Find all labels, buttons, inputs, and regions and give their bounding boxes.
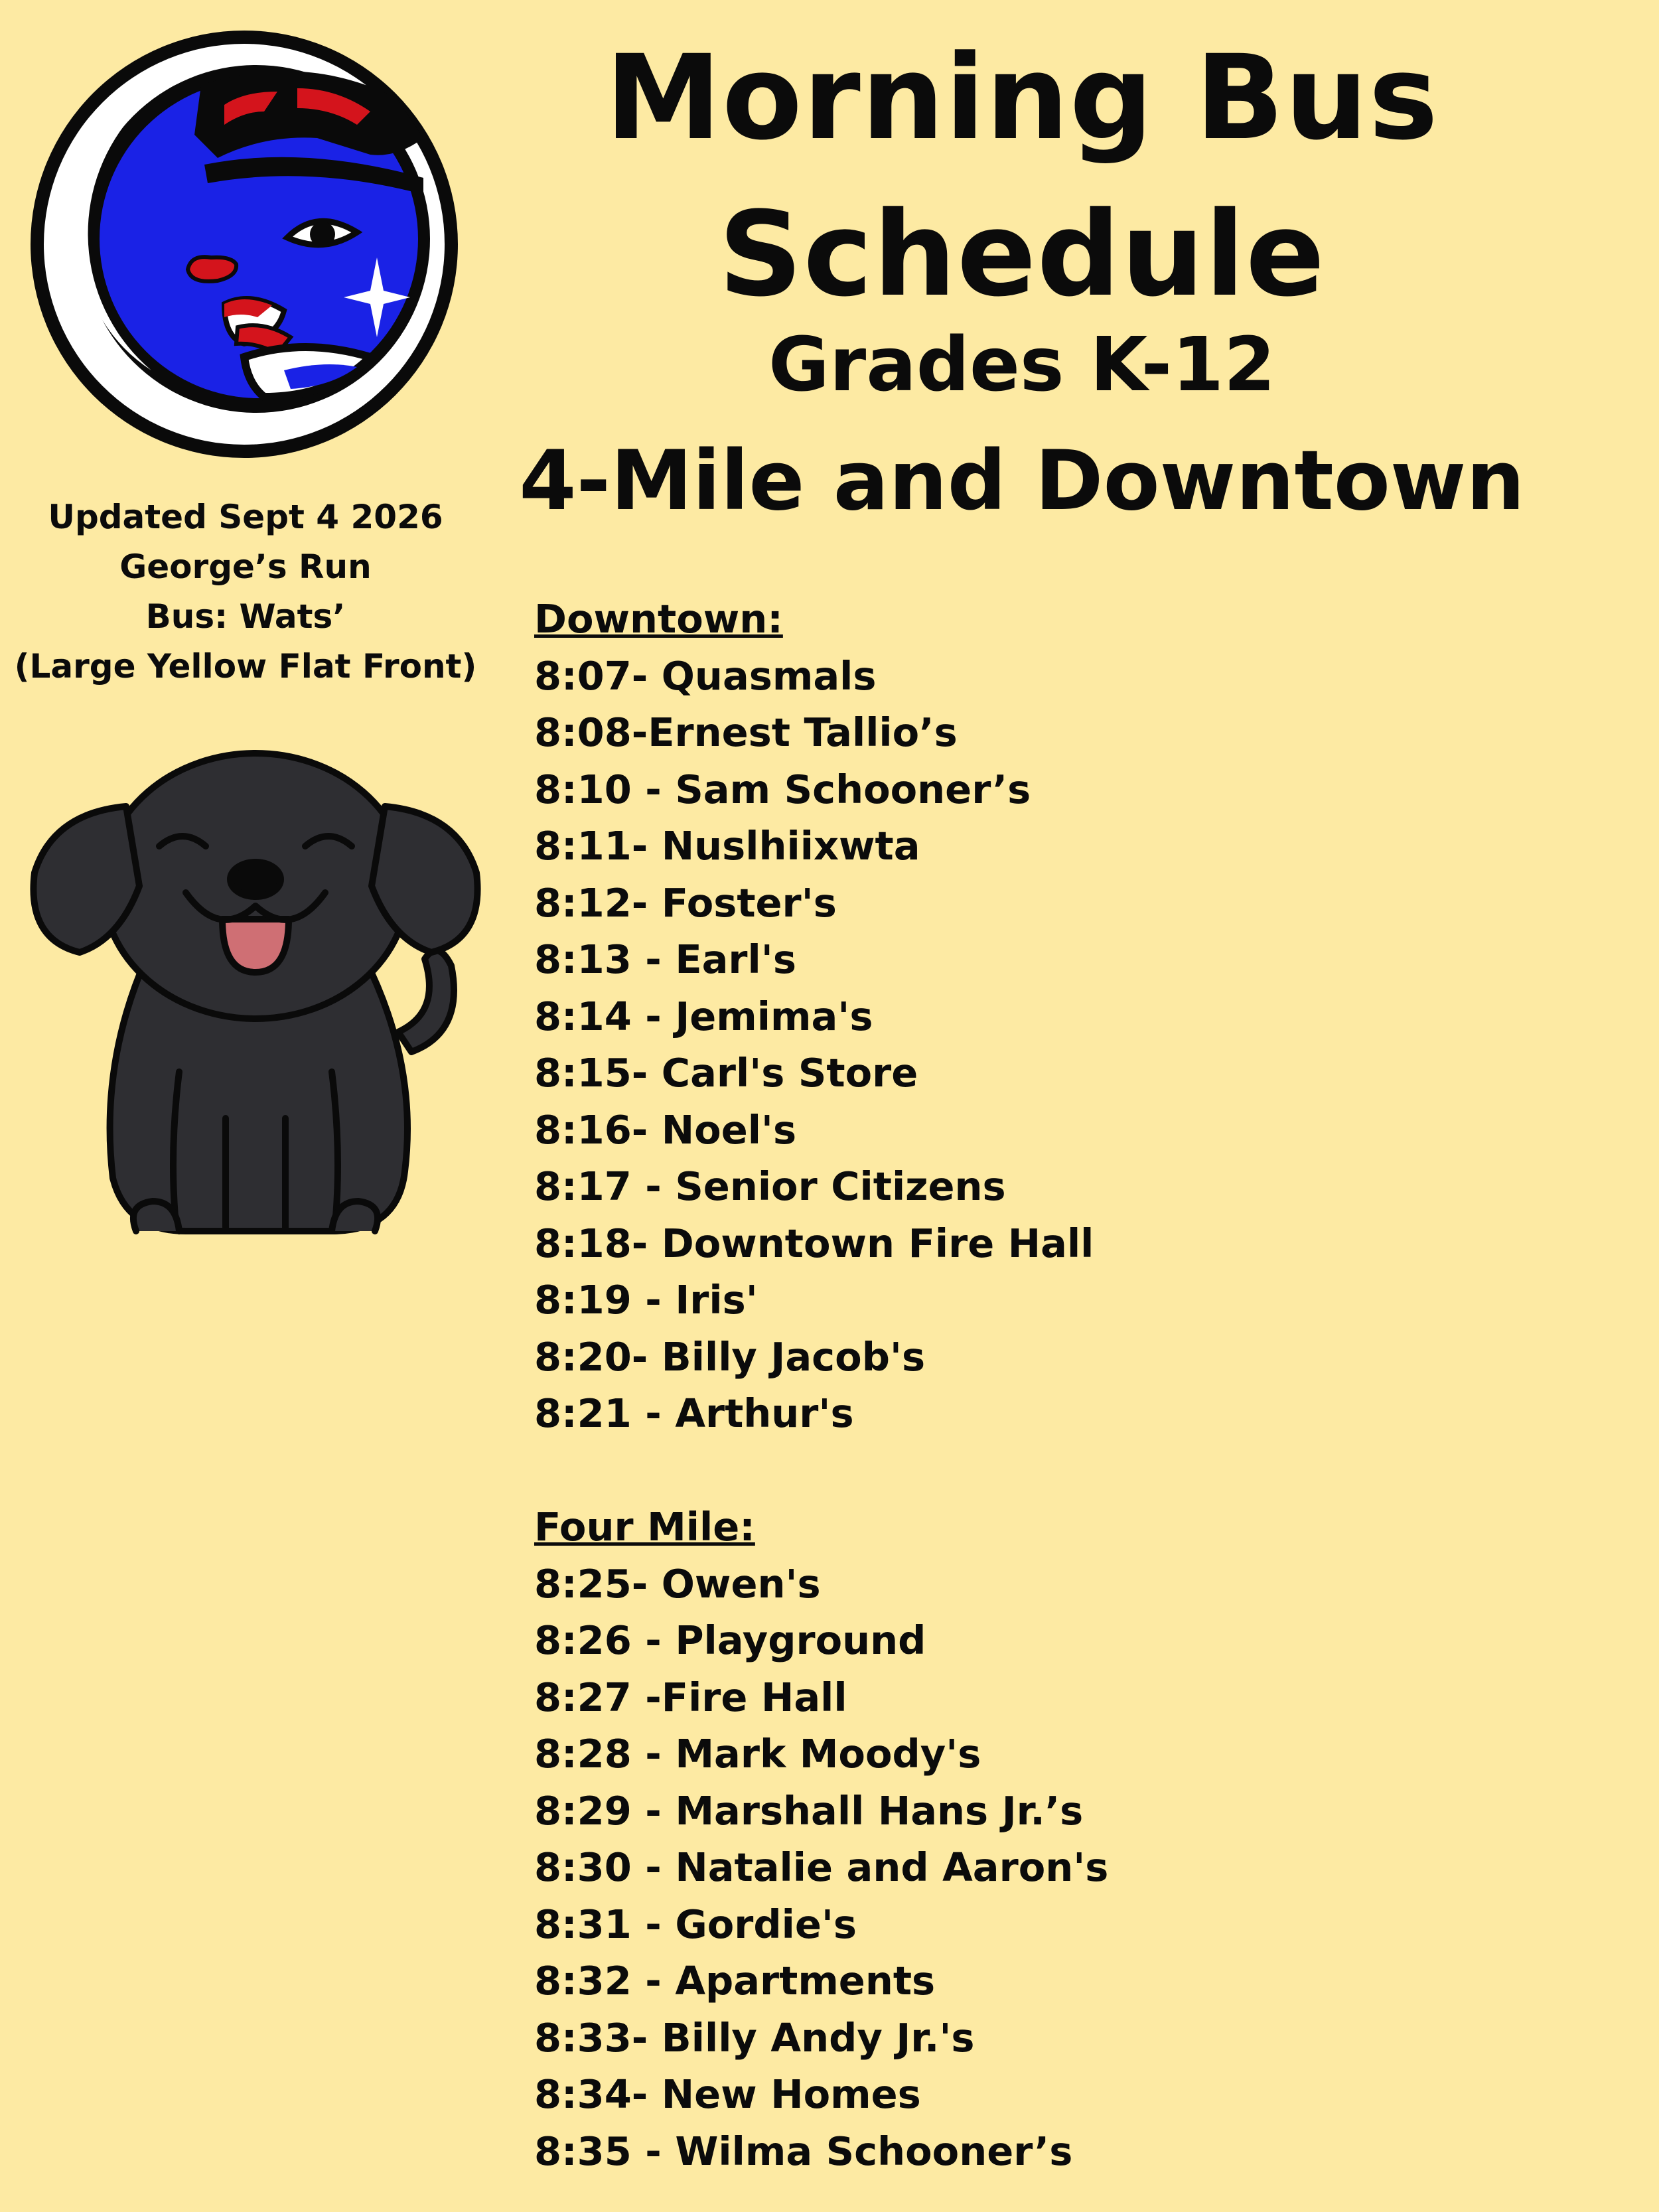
black-puppy-icon	[27, 720, 484, 1251]
stop-row: 8:32 - Apartments	[534, 1958, 936, 2004]
stop-row: 8:33- Billy Andy Jr.'s	[534, 2014, 975, 2061]
section-spacer	[534, 1442, 1108, 1499]
stop-row: 8:28 - Mark Moody's	[534, 1731, 981, 1777]
bus-description: (Large Yellow Flat Front)	[14, 647, 477, 686]
stop-row: 8:17 - Senior Citizens	[534, 1163, 1006, 1209]
area-subtitle: 4-Mile and Downtown	[519, 433, 1525, 529]
title-line-2: Schedule	[718, 186, 1326, 323]
run-info	[13, 492, 478, 692]
four-mile-heading: Four Mile:	[534, 1504, 755, 1550]
stop-row: 8:18- Downtown Fire Hall	[534, 1220, 1094, 1266]
page-title	[504, 20, 1540, 333]
stop-row: 8:31 - Gordie's	[534, 1901, 857, 1947]
stop-row: 8:15- Carl's Store	[534, 1050, 918, 1096]
run-name: George’s Run	[119, 548, 372, 586]
stop-row: 8:35 - Wilma Schooner’s	[534, 2128, 1073, 2174]
stop-row: 8:19 - Iris'	[534, 1277, 758, 1323]
stop-row: 8:08-Ernest Tallio’s	[534, 709, 958, 755]
stop-row: 8:29 - Marshall Hans Jr.’s	[534, 1787, 1084, 1834]
stop-row: 8:07- Quasmals	[534, 652, 877, 699]
stop-row: 8:12- Foster's	[534, 879, 837, 926]
stop-row: 8:34- New Homes	[534, 2071, 921, 2117]
stop-row: 8:14 - Jemima's	[534, 993, 873, 1039]
stop-row: 8:13 - Earl's	[534, 936, 796, 982]
formline-face-logo	[25, 25, 463, 463]
stop-schedule	[534, 591, 1108, 2179]
stop-row: 8:10 - Sam Schooner’s	[534, 766, 1031, 812]
stop-row: 8:30 - Natalie and Aaron's	[534, 1844, 1109, 1890]
stop-row: 8:16- Noel's	[534, 1106, 797, 1153]
stop-row: 8:27 -Fire Hall	[534, 1674, 847, 1720]
bus-name: Bus: Wats’	[145, 597, 346, 636]
title-line-1: Morning Bus	[605, 30, 1439, 166]
stop-row: 8:11- Nuslhiixwta	[534, 823, 920, 869]
stop-row: 8:20- Billy Jacob's	[534, 1333, 926, 1380]
stop-row: 8:26 - Playground	[534, 1617, 926, 1663]
grades-subtitle: Grades K-12	[768, 322, 1275, 408]
downtown-heading: Downtown:	[534, 596, 783, 642]
updated-date: Updated Sept 4 2026	[48, 498, 443, 536]
stop-row: 8:21 - Arthur's	[534, 1390, 854, 1436]
stop-row: 8:25- Owen's	[534, 1560, 821, 1607]
